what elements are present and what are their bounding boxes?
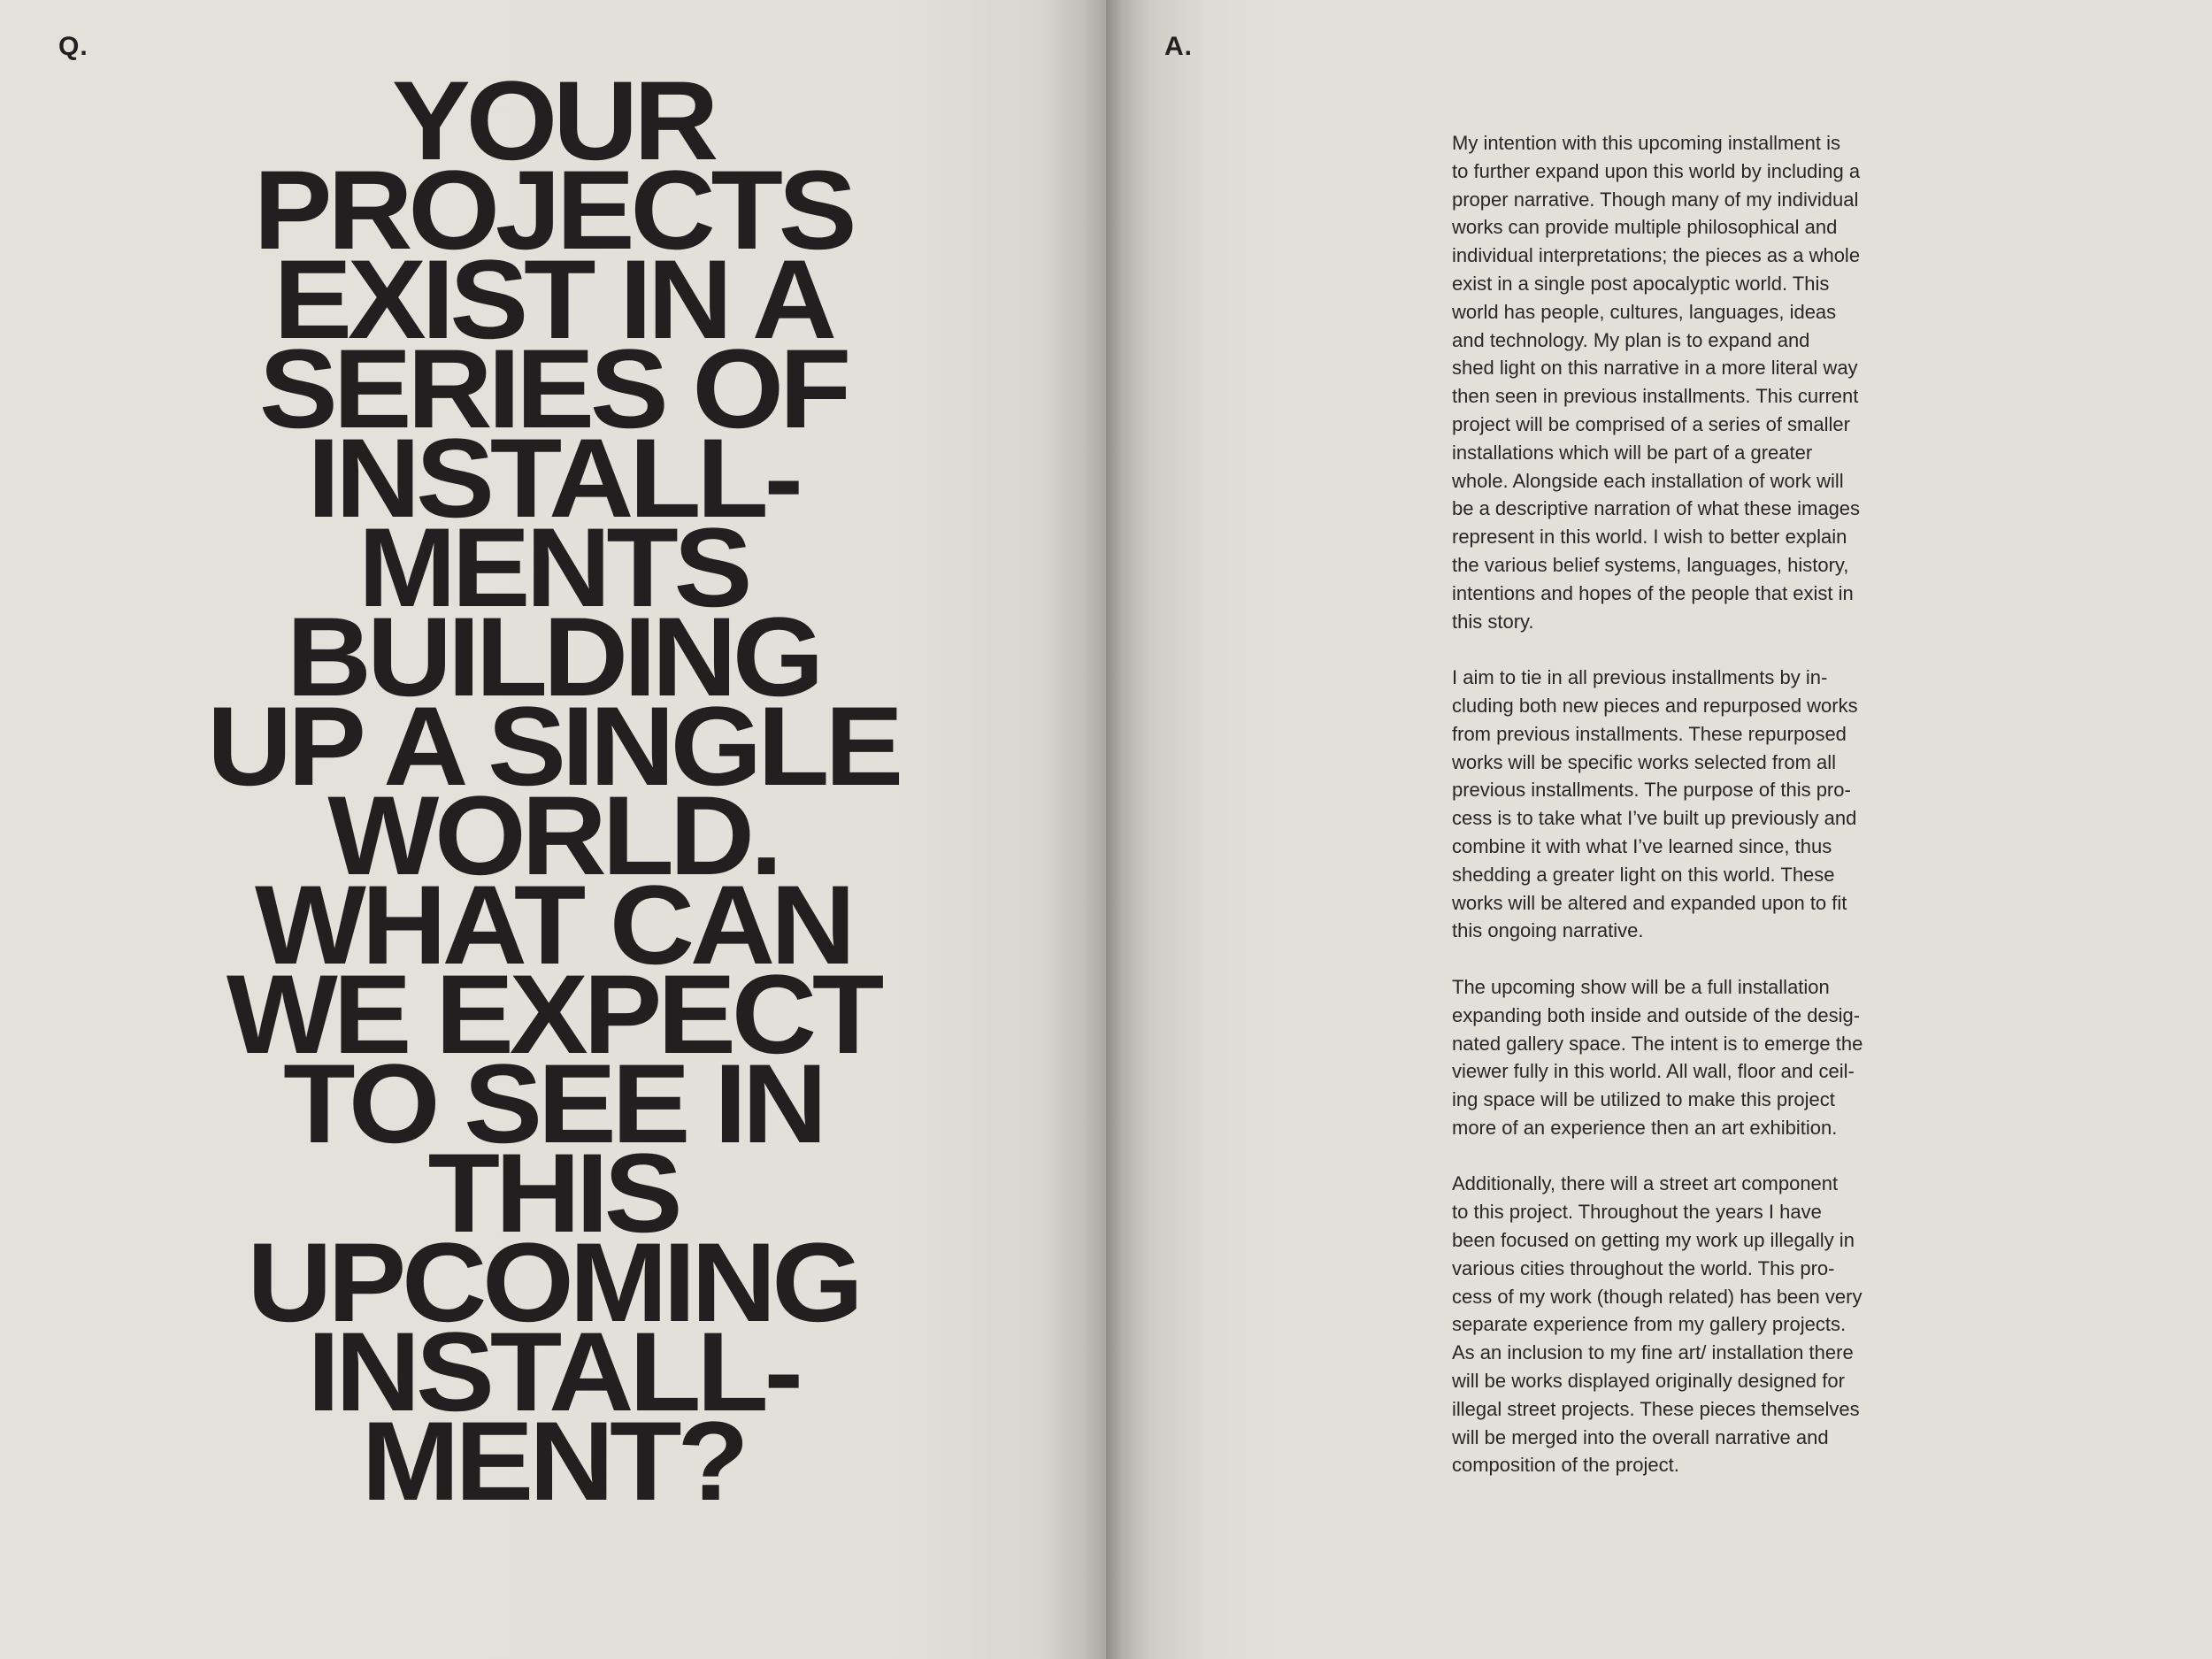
answer-line: I aim to tie in all previous installments by in- [1452,666,1828,689]
answer-line: composition of the project. [1452,1454,1679,1477]
answer-line: My intention with this upcoming installment is [1452,132,1840,154]
answer-line: separate experience from my gallery projects. [1452,1313,1847,1336]
answer-line: nated gallery space. The intent is to emerge the [1452,1032,1863,1055]
answer-line: installations which will be part of a greater [1452,441,1813,464]
answer-line: shed light on this narrative in a more literal way [1452,357,1858,380]
answer-line: world has people, cultures, languages, ideas [1452,300,1837,323]
answer-line: previous installments. The purpose of this pro- [1452,779,1851,802]
question-marker: Q. [58,32,88,61]
headline-line: EXIST IN A [273,236,833,362]
headline-line: MENTS [357,504,749,630]
answer-line: intentions and hopes of the people that exist in [1452,581,1854,604]
headline-line: INSTALL- [307,415,799,541]
answer-line: various cities throughout the world. This pro- [1452,1256,1835,1279]
answer-line: The upcoming show will be a full installation [1452,975,1830,998]
headline-line: SERIES OF [258,326,848,451]
answer-line: from previous installments. These repurposed [1452,722,1847,745]
answer-line: works will be specific works selected from all [1452,750,1837,773]
answer-line: the various belief systems, languages, history, [1452,553,1849,576]
answer-line: cess of my work (though related) has been very [1452,1285,1863,1308]
answer-line: expanding both inside and outside of the desig- [1452,1003,1861,1026]
answer-line: viewer fully in this world. All wall, floor and ceil- [1452,1060,1855,1083]
answer-line: Additionally, there will a street art component [1452,1172,1839,1195]
answer-marker: A. [1164,32,1193,61]
answer-paragraph [1452,973,1903,1142]
answer-line: will be works displayed originally designed for [1452,1370,1845,1393]
headline-line: UP A SINGLE [206,683,899,809]
headline-line: TO SEE IN [283,1041,823,1166]
right-page [1106,0,2212,1659]
answer-line: exist in a single post apocalyptic world. This [1452,272,1830,295]
answer-line: more of an experience then an art exhibition. [1452,1116,1838,1139]
answer-line: been focused on getting my work up illegally in [1452,1229,1855,1252]
answer-body [1452,129,1903,1508]
headline-line: PROJECTS [253,147,853,273]
answer-line: proper narrative. Though many of my individual [1452,188,1859,211]
headline-line: INSTALL- [307,1309,799,1434]
headline-line: WHAT CAN [254,862,851,987]
headline-line: MENT? [361,1398,745,1524]
headline-line: THIS [427,1130,679,1256]
answer-line: works can provide multiple philosophical and [1452,216,1838,239]
answer-line: project will be comprised of a series of smaller [1452,412,1850,435]
headline-line: WE EXPECT [226,951,880,1077]
answer-line: to this project. Throughout the years I have [1452,1201,1822,1224]
answer-line: cluding both new pieces and repurposed works [1452,694,1858,717]
answer-line: and technology. My plan is to expand and [1452,328,1810,351]
answer-line: illegal street projects. These pieces themselves [1452,1397,1860,1420]
headline-line: YOUR [391,58,715,183]
answer-line: cess is to take what I’ve built up previously and [1452,807,1857,830]
answer-line: shedding a greater light on this world. These [1452,863,1835,886]
answer-line: combine it with what I’ve learned since, thus [1452,834,1832,857]
answer-line: be a descriptive narration of what these images [1452,497,1861,520]
answer-line: represent in this world. I wish to better explain [1452,526,1847,549]
answer-paragraph [1452,129,1903,635]
question-headline [0,58,1133,1524]
answer-line: ing space will be utilized to make this project [1452,1088,1835,1111]
answer-line: this story. [1452,610,1534,633]
answer-line: works will be altered and expanded upon to fit [1452,891,1847,914]
headline-line: UPCOMING [247,1219,859,1345]
answer-line: to further expand upon this world by including a [1452,159,1861,182]
headline-line: WORLD. [327,772,779,898]
answer-line: individual interpretations; the pieces as a whole [1452,244,1861,267]
answer-line: this ongoing narrative. [1452,919,1644,942]
answer-paragraph [1452,664,1903,945]
answer-paragraph [1452,1170,1903,1479]
answer-line: then seen in previous installments. This current [1452,385,1859,408]
headline-line: BUILDING [286,594,820,719]
answer-line: whole. Alongside each installation of work will [1452,469,1844,492]
answer-line: As an inclusion to my fine art/ installation there [1452,1341,1854,1364]
answer-line: will be merged into the overall narrative and [1452,1425,1829,1448]
